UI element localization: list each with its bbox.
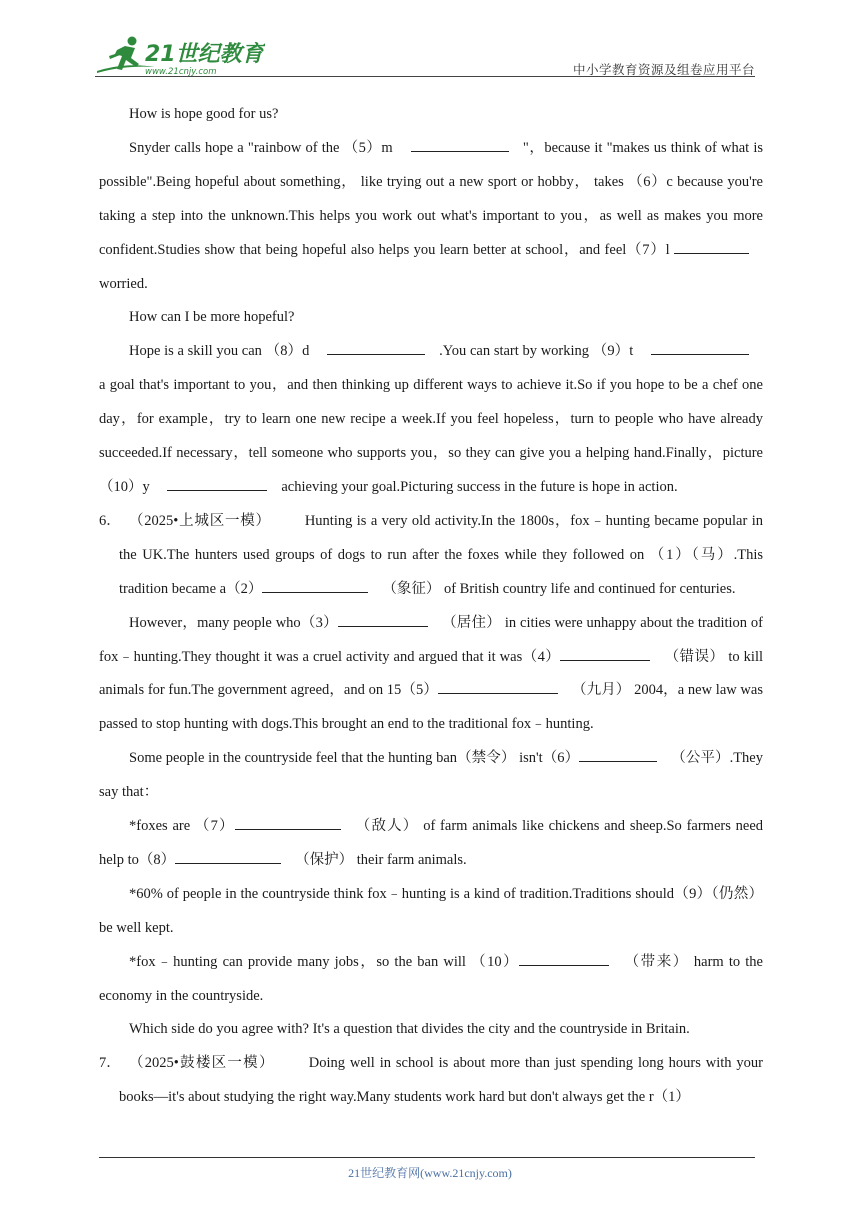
passage-subheading: How is hope good for us? bbox=[129, 106, 279, 122]
paragraph-text: （保护） their farm animals. bbox=[295, 851, 467, 868]
page-header bbox=[95, 30, 755, 78]
document-body bbox=[99, 98, 763, 1115]
page-footer: 21世纪教育网(www.21cnjy.com) bbox=[348, 1166, 512, 1180]
paragraph-text: （带来） harm to the economy in the countryside. bbox=[99, 953, 763, 1004]
paragraph-text: a goal that's important to you，and then thinking up different ways to achieve it.So if you hope to be a chef one day，for example，try to learn one new recipe a week.If you feel hopeless，turn to people who have already succeeded.If necessary，tell someone who supports you，so they can give you a helping hand.Finally，picture（10）y bbox=[99, 377, 763, 495]
question-source: （2025•上城区一模） bbox=[129, 512, 271, 529]
paragraph-text: （象征） of British country life and continued for centuries. bbox=[382, 580, 736, 597]
answer-blank[interactable] bbox=[411, 136, 509, 152]
passage-paragraph bbox=[99, 810, 763, 878]
passage-paragraph bbox=[99, 607, 763, 743]
platform-name: 中小学教育资源及组卷应用平台 bbox=[572, 63, 755, 77]
header-rule bbox=[95, 76, 755, 77]
logo-title: 21世纪教育 bbox=[145, 42, 264, 67]
answer-blank[interactable] bbox=[674, 238, 749, 254]
answer-blank[interactable] bbox=[438, 678, 558, 694]
paragraph-text: *fox﹣hunting can provide many jobs，so the ban will （10） bbox=[129, 953, 520, 970]
answer-blank[interactable] bbox=[175, 848, 281, 864]
paragraph-text: （敌人） of farm animals like chickens and sheep.So farmers need help to（8） bbox=[99, 818, 764, 868]
paragraph-text: *foxes are （7） bbox=[129, 818, 235, 835]
paragraph-text: Doing well in school is about more than just spending long hours with your books—it's about studying the right way.Many students work hard but don't always get the r（1） bbox=[119, 1055, 763, 1106]
paragraph-text: However，many people who（3） bbox=[129, 614, 338, 631]
paragraph-text: Hope is a skill you can （8）d bbox=[129, 343, 310, 360]
answer-blank[interactable] bbox=[262, 577, 368, 593]
answer-blank[interactable] bbox=[579, 746, 657, 762]
passage-subheading: How can I be more hopeful? bbox=[129, 309, 295, 326]
paragraph-text: Snyder calls hope a "rainbow of the （5）m bbox=[129, 139, 393, 156]
question-7 bbox=[99, 1047, 763, 1115]
paragraph-text: worried. bbox=[99, 275, 148, 292]
answer-blank[interactable] bbox=[651, 339, 749, 355]
answer-blank[interactable] bbox=[338, 611, 428, 627]
question-source: （2025•鼓楼区一模） bbox=[129, 1055, 275, 1072]
site-logo bbox=[95, 34, 265, 76]
paragraph-text: （错误） to kill animals for fun.The government agreed，and on 15（5） bbox=[99, 648, 763, 699]
paragraph-text: Some people in the countryside feel that the hunting ban（禁令） isn't（6） bbox=[129, 750, 580, 767]
paragraph-text: Hunting is a very old activity.In the 1800s，fox﹣hunting became popular in the UK.The hunters used groups of dogs to run after the foxes while they followed on （1）（马）.This tradition became a（2） bbox=[119, 512, 764, 597]
paragraph-text: （九月） 2004，a new law was passed to stop hunting with dogs.This brought an end to the traditional fox﹣hunting. bbox=[99, 682, 763, 733]
paragraph-text: achieving your goal.Picturing success in the future is hope in action. bbox=[281, 478, 678, 495]
passage-paragraph bbox=[99, 335, 763, 505]
question-number: 6． bbox=[99, 512, 121, 529]
paragraph-text: .You can start by working （9）t bbox=[439, 343, 634, 360]
passage-paragraph: Which side do you agree with? It's a question that divides the city and the countryside in Britain. bbox=[129, 1021, 690, 1038]
footer-rule bbox=[99, 1157, 755, 1158]
answer-blank[interactable] bbox=[327, 339, 425, 355]
answer-blank[interactable] bbox=[519, 950, 609, 966]
passage-paragraph bbox=[99, 132, 763, 302]
paragraph-text: "，because it "makes us think of what is possible".Being hopeful about something， like trying out a new sport or hobby， takes （6）c because you're taking a step into the unknown.This helps you work out what's important to you，as well as makes you more confident.Studies show that being hopeful also helps you learn better at school，and feel（7）l bbox=[99, 139, 763, 258]
passage-paragraph: *60% of people in the countryside think fox﹣hunting is a kind of tradition.Traditions should（9）（仍然） be well kept. bbox=[99, 885, 763, 936]
logo-url: www.21cnjy.com bbox=[145, 67, 217, 76]
answer-blank[interactable] bbox=[167, 475, 267, 491]
passage-paragraph bbox=[99, 946, 763, 1014]
question-6 bbox=[99, 505, 763, 607]
answer-blank[interactable] bbox=[235, 814, 341, 830]
passage-paragraph bbox=[99, 742, 763, 810]
paragraph-text: （居住） in cities were unhappy about the tradition of fox﹣hunting.They thought it was a cruel activity and argued that it was（4） bbox=[99, 614, 763, 665]
answer-blank[interactable] bbox=[560, 645, 650, 661]
question-number: 7． bbox=[99, 1055, 121, 1072]
paragraph-text: （公平）.They say that： bbox=[99, 750, 763, 801]
